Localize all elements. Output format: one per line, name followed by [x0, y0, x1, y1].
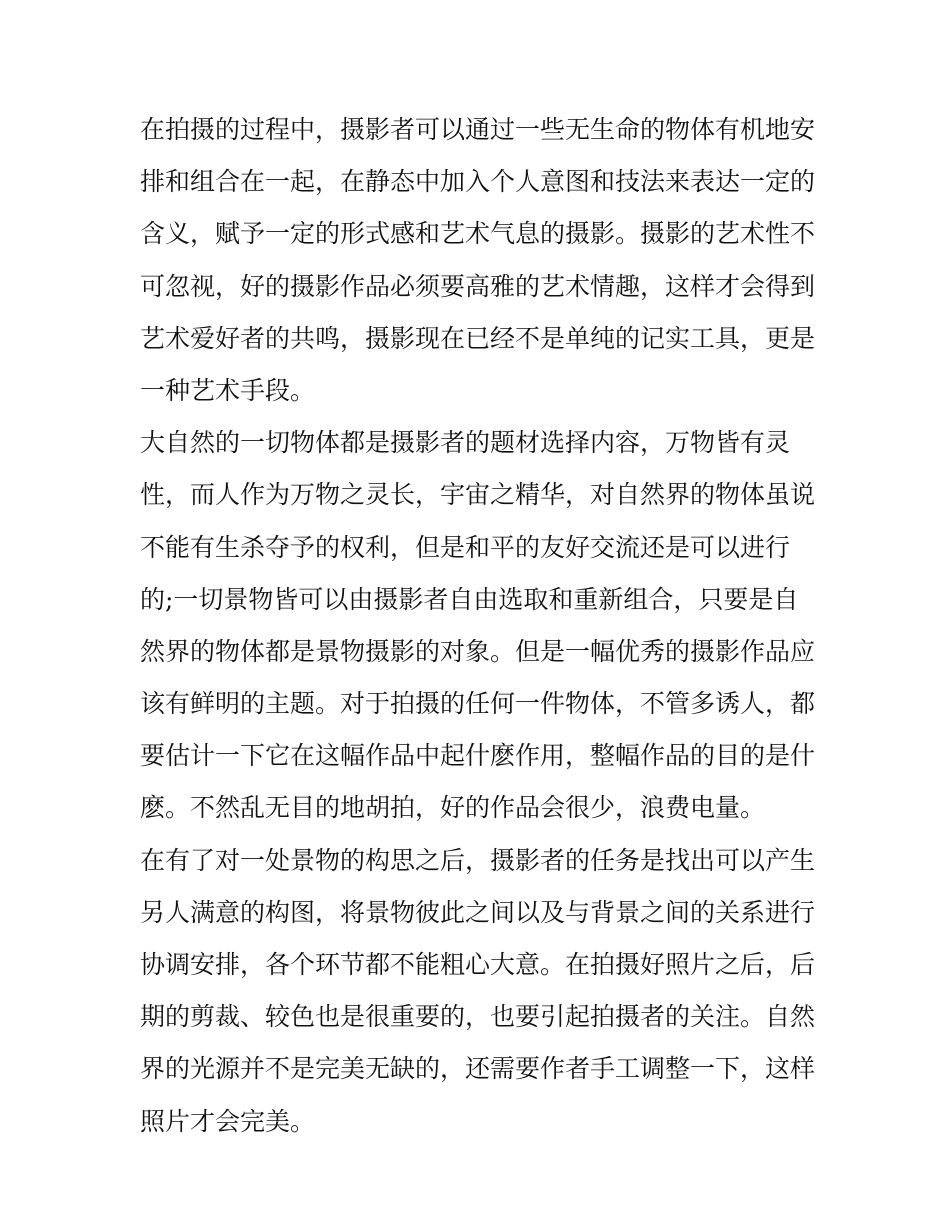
text-line: 然界的物体都是景物摄影的对象。但是一幅优秀的摄影作品应 — [140, 636, 816, 666]
body-text — [140, 104, 816, 1148]
text-line: 在有了对一处景物的构思之后，摄影者的任务是找出可以产生 — [140, 845, 816, 875]
text-line: 大自然的一切物体都是摄影者的题材选择内容，万物皆有灵 — [140, 428, 791, 458]
text-line: 照片才会完美。 — [140, 1106, 316, 1136]
text-line: 另人满意的构图，将景物彼此之间以及与背景之间的关系进行 — [140, 897, 816, 927]
text-line: 含义，赋予一定的形式感和艺术气息的摄影。摄影的艺术性不 — [140, 219, 816, 249]
text-line: 性，而人作为万物之灵长，宇宙之精华，对自然界的物体虽说 — [140, 480, 816, 510]
text-line: 一种艺术手段。 — [140, 375, 316, 405]
text-line: 可忽视，好的摄影作品必须要高雅的艺术情趣，这样才会得到 — [140, 271, 816, 301]
text-line: 该有鲜明的主题。对于拍摄的任何一件物体，不管多诱人，都 — [140, 689, 816, 719]
text-line: 期的剪裁、较色也是很重要的，也要引起拍摄者的关注。自然 — [140, 1002, 816, 1032]
text-line: 不能有生杀夺予的权利，但是和平的友好交流还是可以进行 — [140, 532, 791, 562]
text-line: 艺术爱好者的共鸣，摄影现在已经不是单纯的记实工具，更是 — [140, 323, 816, 353]
text-line: 在拍摄的过程中，摄影者可以通过一些无生命的物体有机地安 — [140, 115, 816, 144]
text-line: 排和组合在一起，在静态中加入个人意图和技法来表达一定的 — [140, 167, 816, 197]
text-line: 协调安排，各个环节都不能粗心大意。在拍摄好照片之后，后 — [140, 950, 816, 979]
text-line: 的;一切景物皆可以由摄影者自由选取和重新组合，只要是自 — [140, 584, 799, 614]
text-line: 要估计一下它在这幅作品中起什麽作用，整幅作品的目的是什 — [140, 741, 816, 771]
text-line: 界的光源并不是完美无缺的，还需要作者手工调整一下，这样 — [140, 1054, 816, 1084]
text-line: 麽。不然乱无目的地胡拍，好的作品会很少，浪费电量。 — [140, 793, 766, 823]
